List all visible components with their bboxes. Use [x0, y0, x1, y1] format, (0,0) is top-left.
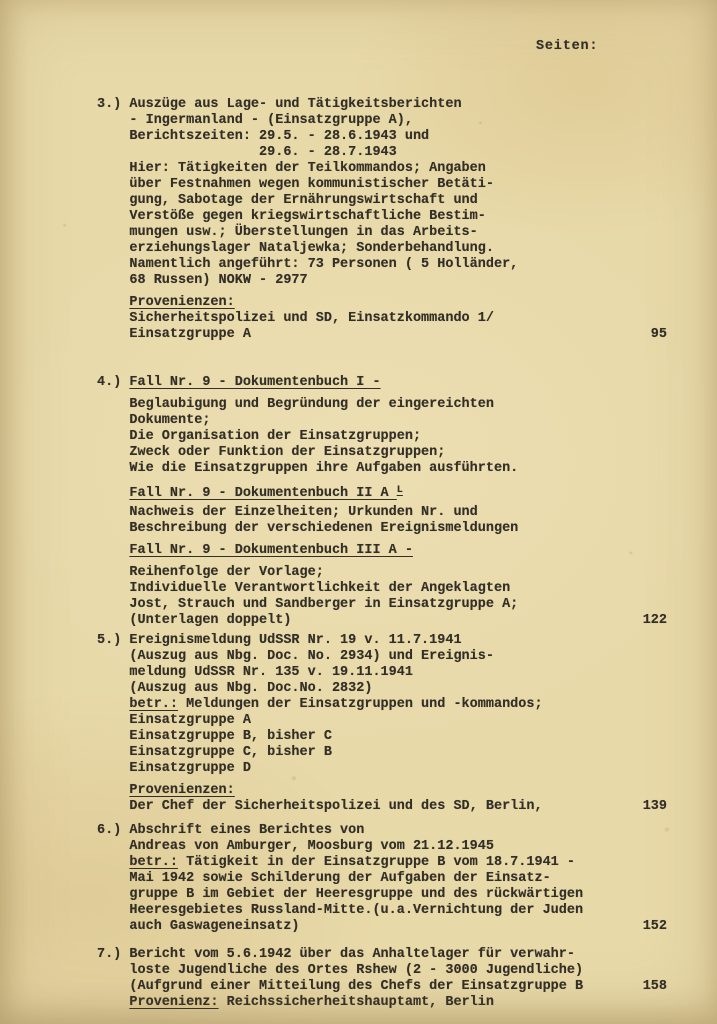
text-segment: 68 Russen) NOKW - 2977 [97, 273, 308, 288]
text-line [97, 963, 717, 979]
text-segment: Dokumente; [97, 413, 211, 428]
text-segment [97, 697, 129, 712]
toc-item-7 [97, 947, 717, 1011]
text-segment: (Aufgrund einer Mitteilung des Chefs der Einsatzgruppe B [97, 979, 584, 994]
text-segment: Nachweis der Einzelheiten; Urkunden Nr. und [97, 505, 478, 520]
text-segment: Einsatzgruppe D [97, 761, 251, 776]
text-segment: gung, Sabotage der Ernährungswirtschaft und [97, 193, 478, 208]
text-line [97, 633, 717, 649]
text-line [97, 177, 717, 193]
text-line [97, 113, 717, 129]
page-number: 95 [650, 327, 667, 342]
text-line [97, 483, 717, 499]
text-segment: Hier: Tätigkeiten der Teilkommandos; Angaben [97, 161, 486, 176]
text-segment: (Unterlagen doppelt) [97, 613, 292, 628]
text-segment [97, 855, 129, 870]
text-segment: 5.) Ereignismeldung UdSSR Nr. 19 v. 11.7.1941 [97, 633, 462, 648]
text-line [97, 129, 717, 145]
text-segment: Einsatzgruppe A [97, 327, 251, 342]
text-line [97, 903, 717, 919]
text-segment: Der Chef der Sicherheitspolizei und des SD, Berlin, [97, 799, 543, 814]
text-line [97, 995, 717, 1011]
document-items [97, 97, 717, 1011]
text-line [97, 919, 717, 935]
page-number: 139 [642, 799, 667, 814]
text-segment: 6.) Abschrift eines Berichtes von [97, 823, 365, 838]
text-line [97, 665, 717, 681]
text-segment: 3.) Auszüge aus Lage- und Tätigkeitsberichten [97, 97, 462, 112]
text-segment: über Festnahmen wegen kommunistischer Betäti- [97, 177, 494, 192]
text-line [97, 761, 717, 777]
text-line [97, 327, 717, 343]
underlined-text: Provenienzen: [129, 295, 235, 310]
underlined-text: Provenienzen: [129, 783, 235, 798]
text-line [97, 823, 717, 839]
page-number: 158 [642, 979, 667, 994]
text-line [97, 241, 717, 257]
text-segment: Heeresgebietes Russland-Mitte.(u.a.Vernichtung der Juden [97, 903, 584, 918]
text-line [97, 505, 717, 521]
text-segment: Berichtszeiten: 29.5. - 28.6.1943 und [97, 129, 430, 144]
underlined-text: betr.: [129, 855, 179, 870]
underlined-text: Fall Nr. 9 - Dokumentenbuch II A [129, 486, 397, 501]
text-line [97, 887, 717, 903]
text-line [97, 521, 717, 537]
text-line [97, 413, 717, 429]
text-line [97, 871, 717, 887]
text-segment: Namentlich angeführt: 73 Personen ( 5 Holländer, [97, 257, 519, 272]
page-number: 122 [642, 613, 667, 628]
text-line [97, 145, 717, 161]
text-segment: 29.6. - 28.7.1943 [97, 145, 397, 160]
text-segment: - Ingermanland - (Einsatzgruppe A), [97, 113, 413, 128]
text-segment: Verstöße gegen kriegswirtschaftliche Bestim- [97, 209, 486, 224]
text-segment: Einsatzgruppe A [97, 713, 251, 728]
text-line [97, 947, 717, 963]
text-segment: Individuelle Verantwortlichkeit der Angeklagten [97, 581, 511, 596]
underlined-text: Fall Nr. 9 - Dokumentenbuch I - [129, 375, 381, 390]
text-line [97, 461, 717, 477]
text-segment: Jost, Strauch und Sandberger in Einsatzgruppe A; [97, 597, 519, 612]
toc-item-4 [97, 375, 717, 629]
text-line [97, 429, 717, 445]
text-segment: Andreas von Amburger, Moosburg vom 21.12.1945 [97, 839, 494, 854]
text-segment: meldung UdSSR Nr. 135 v. 19.11.1941 [97, 665, 413, 680]
text-segment: Tätigkeit in der Einsatzgruppe B vom 18.7.1941 - [178, 855, 575, 870]
text-segment: 7.) Bericht vom 5.6.1942 über das Anhaltelager für verwahr- [97, 947, 575, 962]
text-line [97, 649, 717, 665]
text-line [97, 697, 717, 713]
text-segment: Die Organisation der Einsatzgruppen; [97, 429, 422, 444]
page-number: 152 [642, 919, 667, 934]
text-line [97, 565, 717, 581]
text-segment: Wie die Einsatzgruppen ihre Aufgaben ausführten. [97, 461, 519, 476]
text-segment: mungen usw.; Überstellungen in das Arbeits- [97, 225, 478, 240]
underlined-text: Fall Nr. 9 - Dokumentenbuch III A - [129, 543, 413, 558]
text-line [97, 273, 717, 289]
text-segment: loste Jugendliche des Ortes Rshew (2 - 3000 Jugendliche) [97, 963, 584, 978]
text-line [97, 783, 717, 799]
text-segment: erziehungslager Nataljewka; Sonderbehandlung. [97, 241, 494, 256]
text-line [97, 799, 717, 815]
text-segment: Beglaubigung und Begründung der eingereichten [97, 397, 494, 412]
text-segment: Sicherheitspolizei und SD, Einsatzkommando 1/ [97, 311, 494, 326]
text-line [97, 375, 717, 391]
text-line [97, 597, 717, 613]
underlined-text: betr.: [129, 697, 179, 712]
text-line [97, 979, 717, 995]
text-segment [97, 543, 129, 558]
text-segment [97, 295, 129, 310]
text-segment: 4.) [97, 375, 130, 390]
text-segment: Meldungen der Einsatzgruppen und -kommandos; [178, 697, 543, 712]
text-line [97, 729, 717, 745]
text-line [97, 613, 717, 629]
seiten-column-header: Seiten: [536, 39, 599, 54]
text-segment: Reihenfolge der Vorlage; [97, 565, 324, 580]
text-line [97, 97, 717, 113]
text-line [97, 713, 717, 729]
text-line [97, 681, 717, 697]
toc-item-5 [97, 633, 717, 815]
text-segment [97, 783, 129, 798]
text-line [97, 161, 717, 177]
text-line [97, 209, 717, 225]
underlined-text: Provenienz: [129, 995, 219, 1010]
text-segment: auch Gaswageneinsatz) [97, 919, 300, 934]
text-line [97, 839, 717, 855]
text-segment: Mai 1942 sowie Schilderung der Aufgaben der Einsatz- [97, 871, 551, 886]
text-line [97, 193, 717, 209]
text-segment: Beschreibung der verschiedenen Ereignismeldungen [97, 521, 519, 536]
text-line [97, 295, 717, 311]
text-line [97, 257, 717, 273]
text-line [97, 445, 717, 461]
text-line [97, 311, 717, 327]
text-segment [97, 995, 129, 1010]
text-line [97, 225, 717, 241]
text-segment: (Auszug aus Nbg. Doc.No. 2832) [97, 681, 373, 696]
text-segment: Reichssicherheitshauptamt, Berlin [218, 995, 494, 1010]
text-segment: gruppe B im Gebiet der Heeresgruppe und des rückwärtigen [97, 887, 584, 902]
text-line [97, 745, 717, 761]
underlined-text: L [396, 485, 403, 496]
text-line [97, 581, 717, 597]
text-segment: Zweck oder Funktion der Einsatzgruppen; [97, 445, 446, 460]
text-line [97, 397, 717, 413]
toc-item-3 [97, 97, 717, 343]
text-segment: Einsatzgruppe C, bisher B [97, 745, 332, 760]
text-segment: Einsatzgruppe B, bisher C [97, 729, 332, 744]
toc-item-6 [97, 823, 717, 935]
text-line [97, 855, 717, 871]
text-line [97, 543, 717, 559]
text-segment: (Auszug aus Nbg. Doc. No. 2934) und Ereignis- [97, 649, 494, 664]
